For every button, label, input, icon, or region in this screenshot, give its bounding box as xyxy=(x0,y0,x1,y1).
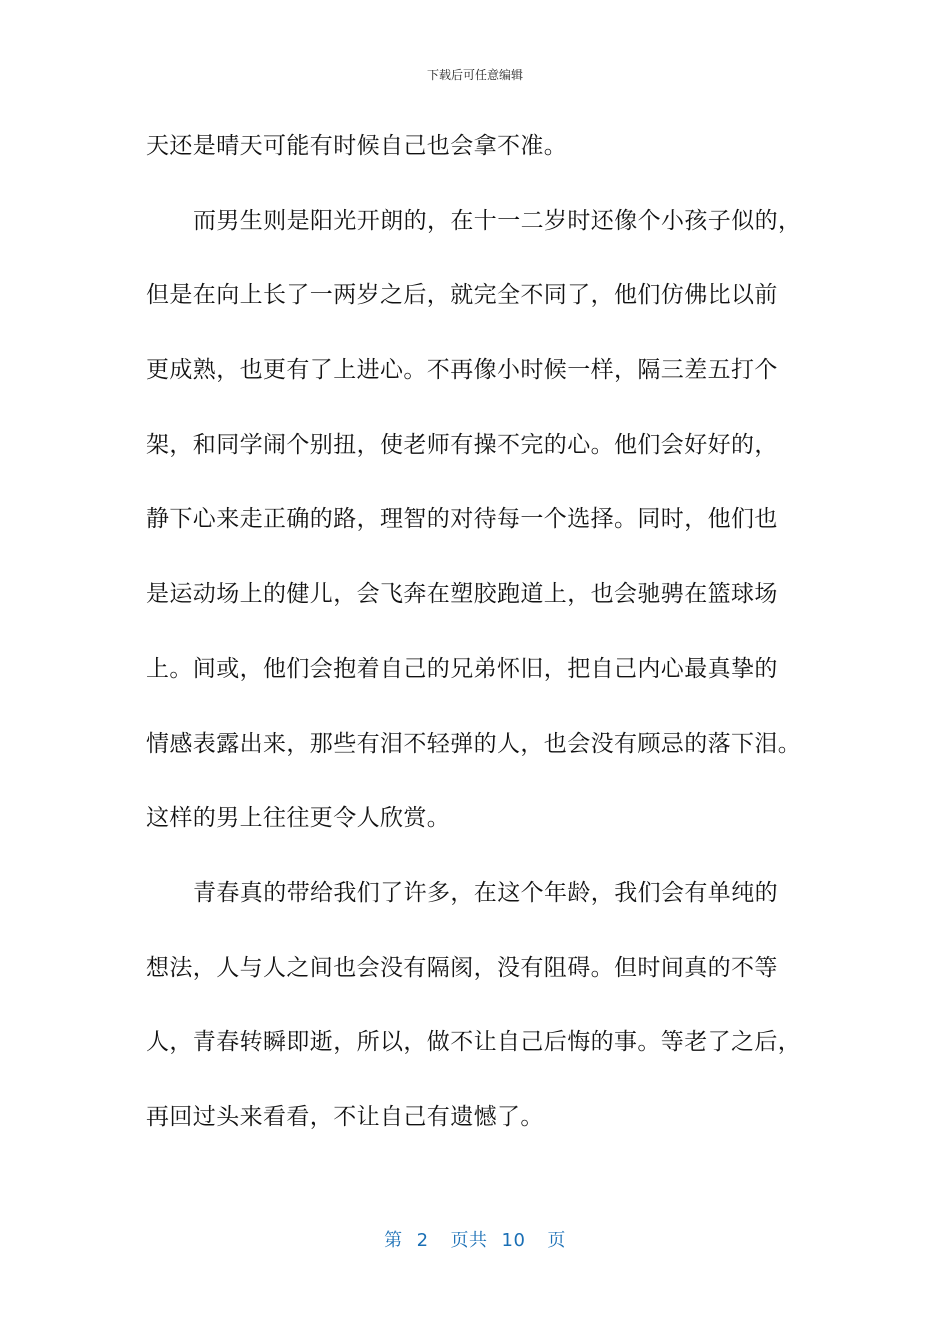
text-line-14: 再回过头来看看，不让自己有遗憾了。 xyxy=(146,1103,544,1130)
text-line-3: 但是在向上长了一两岁之后，就完全不同了，他们仿佛比以前 xyxy=(146,282,778,309)
footer-mid: 页共 xyxy=(450,1230,488,1251)
text-line-8: 上。间或，他们会抱着自己的兄弟怀旧，把自己内心最真挚的 xyxy=(146,655,778,682)
text-line-2: 而男生则是阳光开朗的，在十一二岁时还像个小孩子似的， xyxy=(193,207,802,234)
text-line-1: 天还是晴天可能有时候自己也会拿不准。 xyxy=(146,133,568,159)
page-header xyxy=(0,66,950,83)
text-line-11: 青春真的带给我们了许多，在这个年龄，我们会有单纯的 xyxy=(193,879,778,906)
text-line-6: 静下心来走正确的路，理智的对待每一个选择。同时，他们也 xyxy=(146,506,778,533)
footer-prefix: 第 xyxy=(384,1230,403,1251)
text-line-7: 是运动场上的健儿，会飞奔在塑胶跑道上，也会驰骋在篮球场 xyxy=(146,581,778,608)
header-text: 下载后可任意编辑 xyxy=(426,68,523,82)
text-line-5: 架，和同学闹个别扭，使老师有操不完的心。他们会好好的， xyxy=(146,431,778,458)
text-line-12: 想法，人与人之间也会没有隔阂，没有阻碍。但时间真的不等 xyxy=(146,954,778,981)
document-body xyxy=(146,124,816,1170)
text-line-4: 更成熟，也更有了上进心。不再像小时候一样，隔三差五打个 xyxy=(146,357,778,384)
footer-suffix: 页 xyxy=(547,1230,566,1251)
text-line-10: 这样的男上往往更令人欣赏。 xyxy=(146,805,451,832)
text-line-13: 人，青春转瞬即逝，所以，做不让自己后悔的事。等老了之后， xyxy=(146,1029,802,1056)
footer-total-pages: 10 xyxy=(501,1230,526,1251)
footer-current-page: 2 xyxy=(416,1230,429,1251)
page-footer xyxy=(0,1226,950,1252)
text-line-9: 情感表露出来，那些有泪不轻弹的人，也会没有顾忌的落下泪。 xyxy=(146,730,802,757)
